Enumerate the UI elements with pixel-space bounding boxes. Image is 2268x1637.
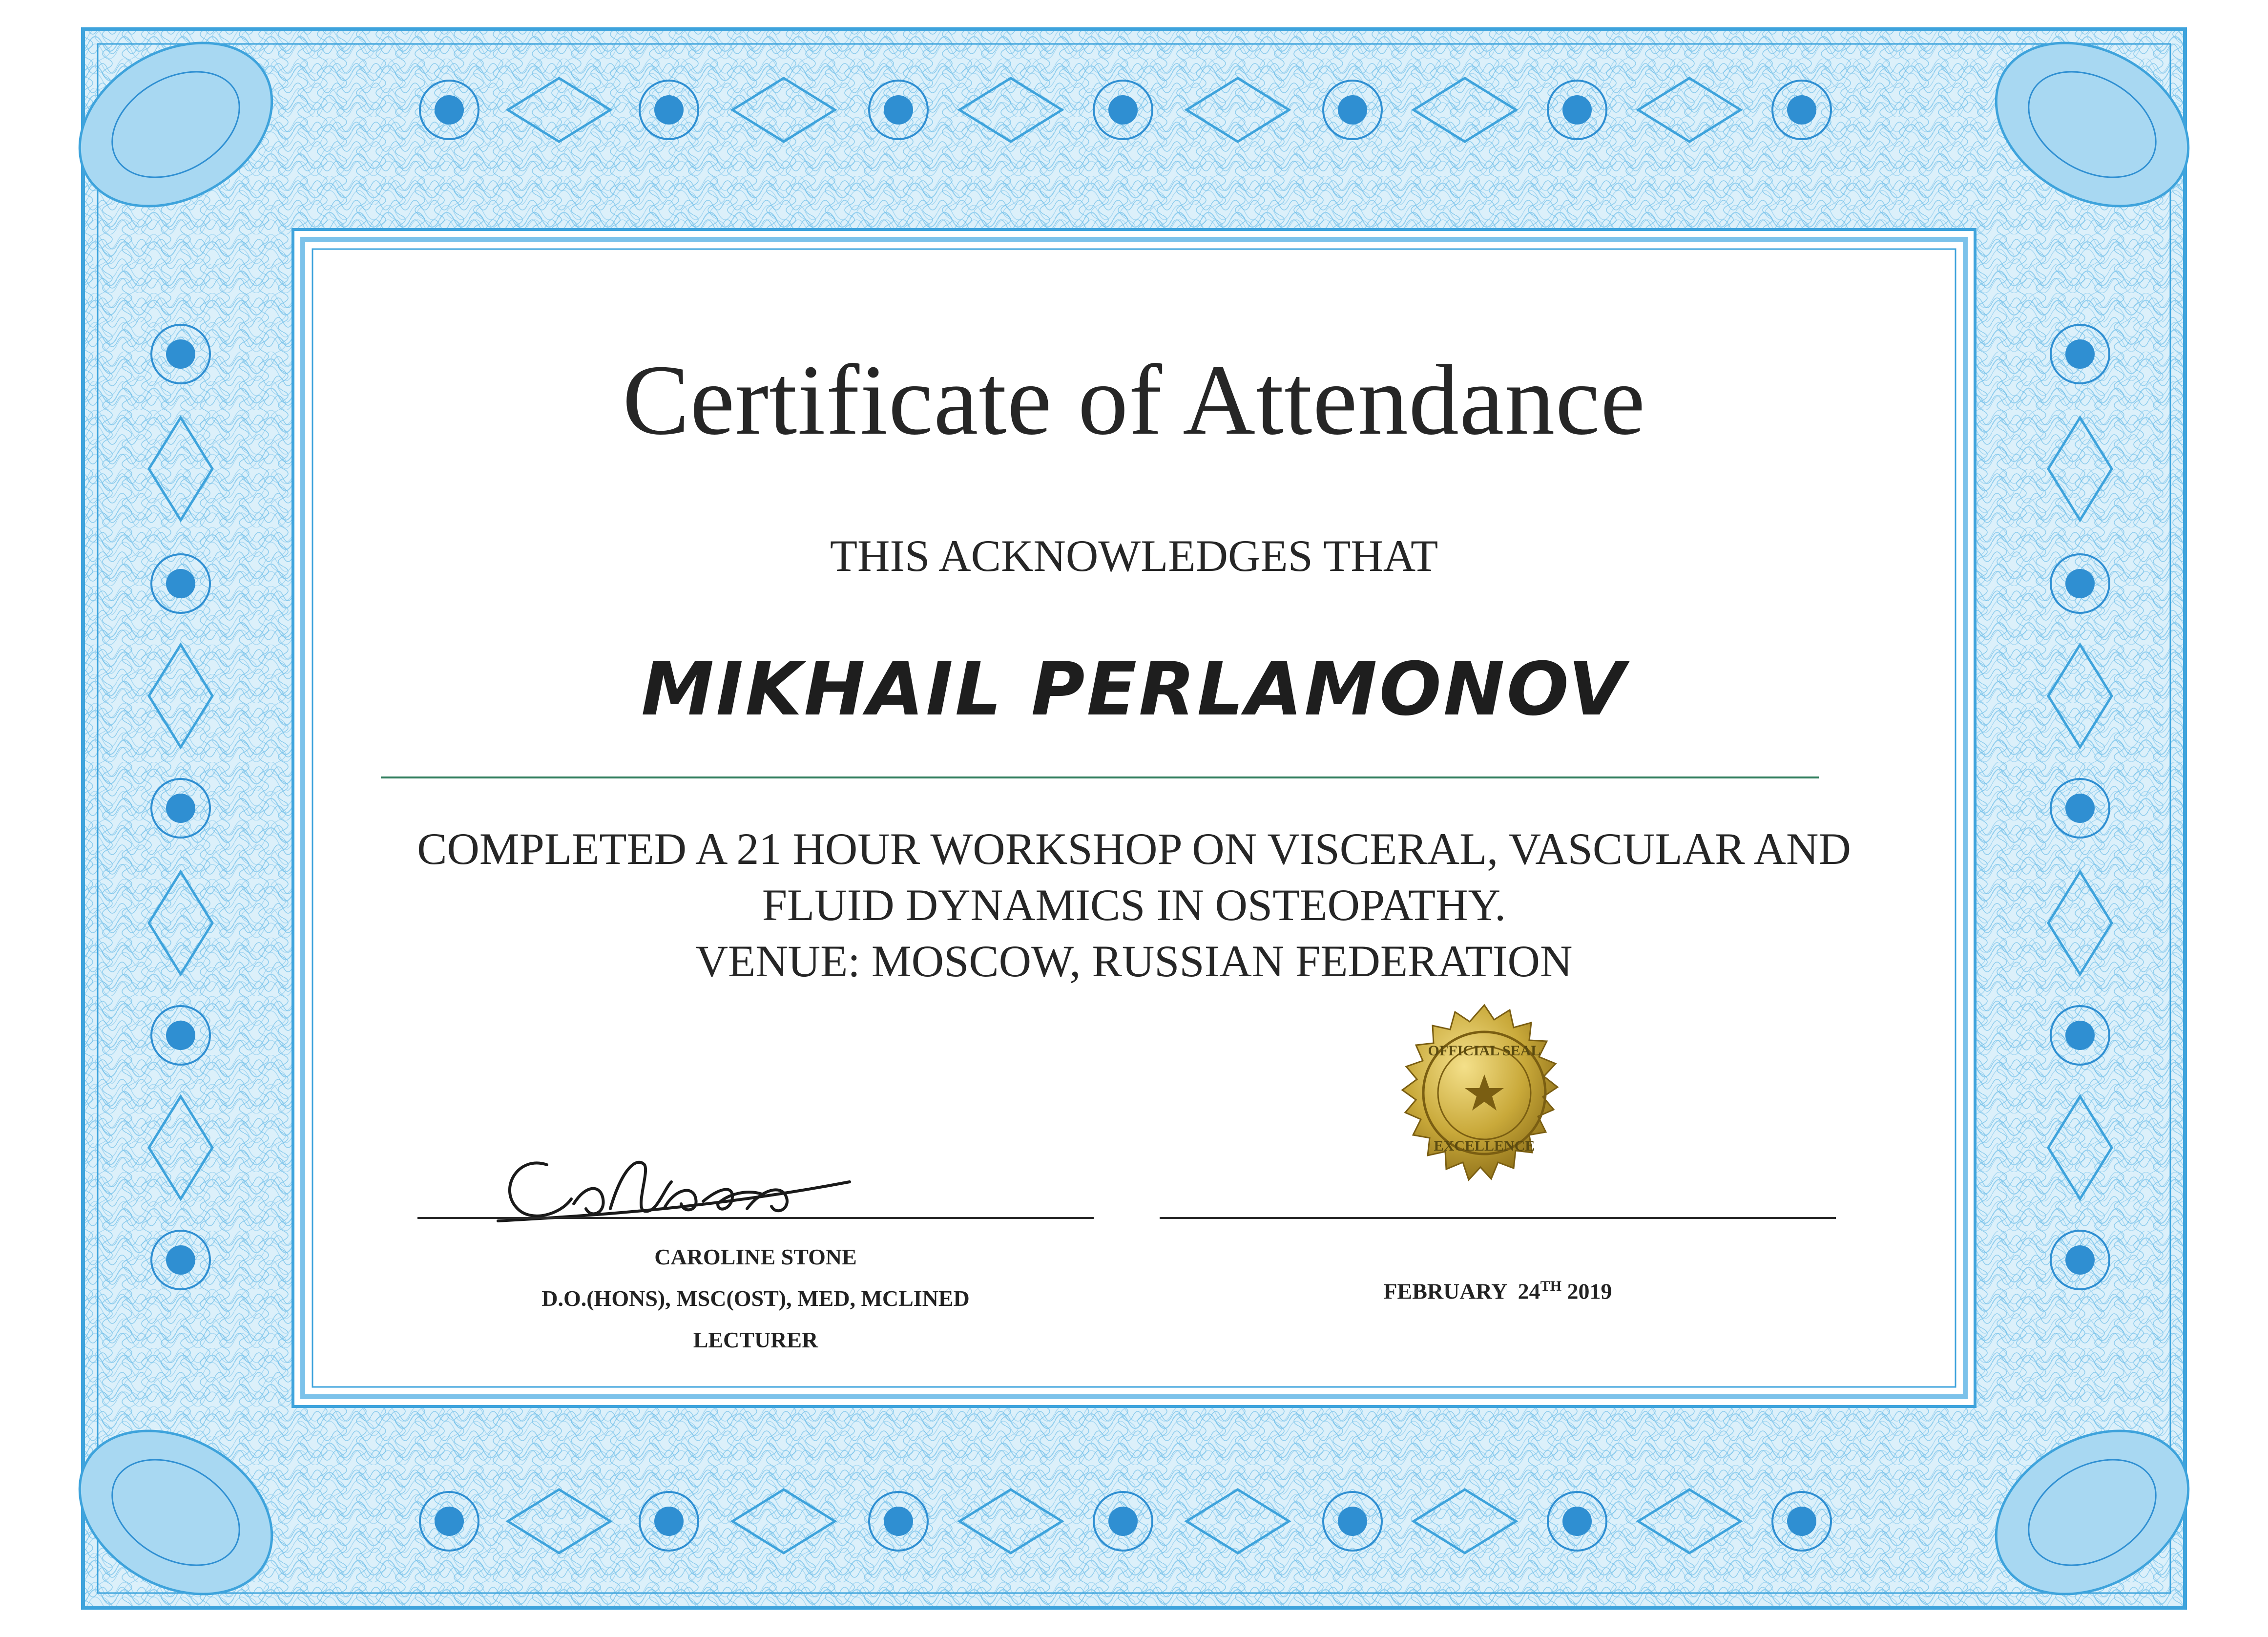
signature: [488, 1135, 928, 1248]
seal-bottom-text: EXCELLENCE: [1434, 1138, 1535, 1154]
date-line-rule: [1160, 1217, 1836, 1219]
certificate-date: [1160, 1278, 1836, 1304]
date-year: 2019: [1561, 1279, 1612, 1304]
acknowledgement-text: THIS ACKNOWLEDGES THAT: [830, 531, 1438, 581]
completion-text-line-2: FLUID DYNAMICS IN OSTEOPATHY.: [762, 880, 1506, 930]
date-day: FEBRUARY 24: [1383, 1279, 1540, 1304]
signature-line: [417, 1217, 1094, 1219]
signer-role: LECTURER: [693, 1327, 818, 1352]
venue-text: VENUE: MOSCOW, RUSSIAN FEDERATION: [695, 936, 1573, 986]
date-ordinal: TH: [1540, 1278, 1562, 1294]
gold-seal: [1377, 1001, 1592, 1216]
completion-text-line-1: COMPLETED A 21 HOUR WORKSHOP ON VISCERAL, VASCULAR AND: [417, 824, 1851, 874]
name-underline: [381, 777, 1819, 778]
signer-name: CAROLINE STONE: [654, 1244, 857, 1269]
certificate-title: Certificate of Attendance: [622, 344, 1646, 456]
recipient-name: MIKHAIL PERLAMONOV: [641, 647, 1627, 732]
signer-credentials: D.O.(HONS), MSC(OST), MED, MCLINED: [541, 1286, 970, 1311]
seal-top-text: OFFICIAL SEAL: [1428, 1043, 1541, 1059]
